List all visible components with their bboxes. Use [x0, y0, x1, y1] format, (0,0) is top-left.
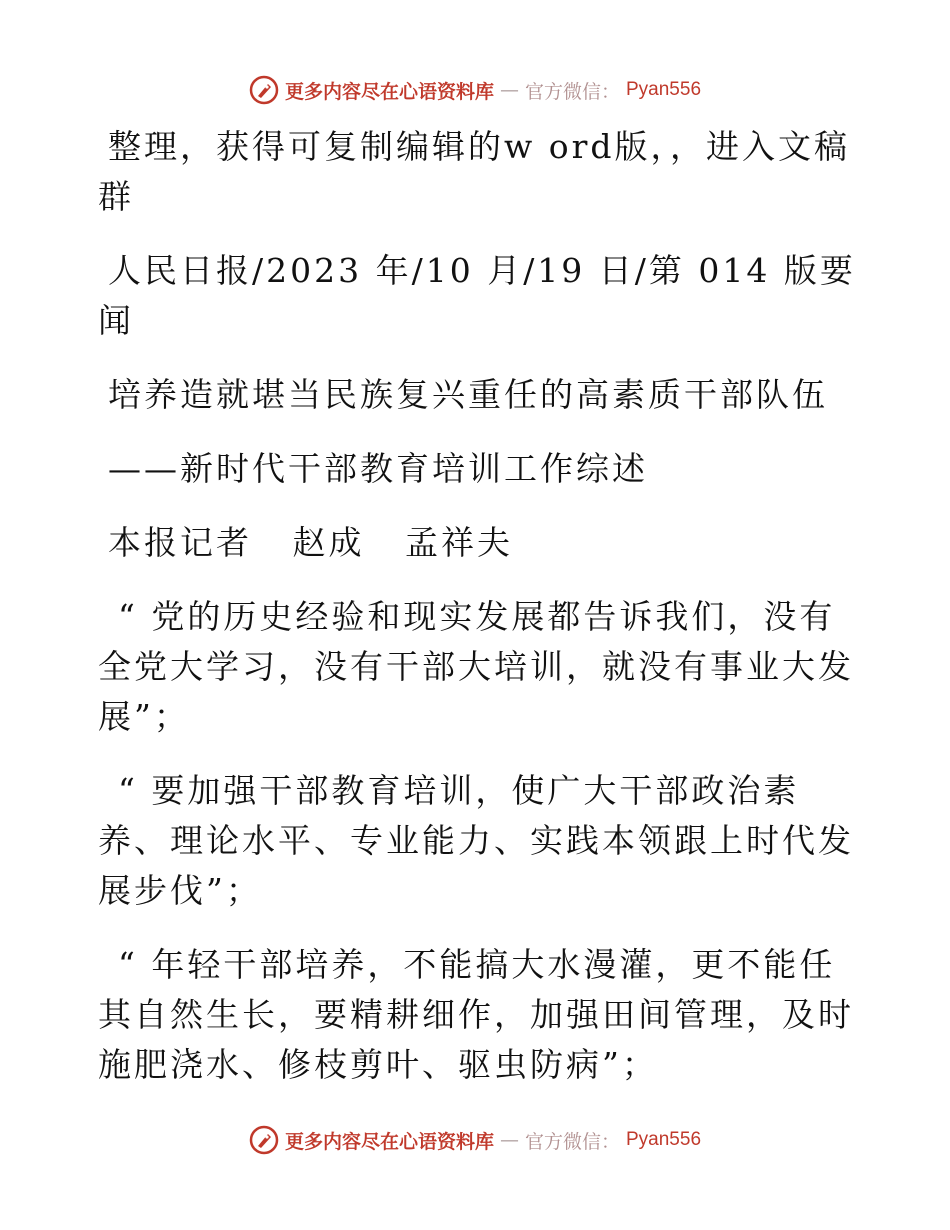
intro-note: 整理，获得可复制编辑的w ord版，，进入文稿群 [98, 127, 851, 216]
article-subtitle: ——新时代干部教育培训工作综述 [108, 449, 648, 488]
byline: 本报记者 赵成 孟祥夫 [108, 523, 513, 562]
source-line: 人民日报/2023 年/10 月/19 日/第 014 版要闻 [98, 251, 856, 340]
watermark-text: 更多内容尽在心语资料库 [284, 80, 494, 103]
quote-paragraph-2: “ 要加强干部教育培训，使广大干部政治素养、理论水平、专业能力、实践本领跟上时代发展步伐”； [98, 771, 854, 910]
watermark-dash: — [499, 79, 519, 101]
quote-paragraph-1: “ 党的历史经验和现实发展都告诉我们，没有全党大学习，没有干部大培训，就没有事业大发展”； [98, 597, 854, 736]
article-title: 培养造就堪当民族复兴重任的高素质干部队伍 [108, 375, 828, 414]
document-body [98, 122, 858, 1090]
pen-nib-logo-icon [249, 1125, 279, 1155]
watermark-wechat-label: 官方微信： [524, 80, 620, 103]
watermark-wechat-id: Pyan556 [626, 79, 702, 100]
watermark-wechat-id: Pyan556 [626, 1129, 702, 1150]
watermark-text: 更多内容尽在心语资料库 [284, 1130, 494, 1153]
watermark-header [0, 70, 950, 110]
pen-nib-logo-icon [249, 75, 279, 105]
quote-paragraph-3: “ 年轻干部培养，不能搞大水漫灌，更不能任其自然生长，要精耕细作，加强田间管理，及时施肥浇水、修枝剪叶、驱虫防病”； [98, 945, 854, 1084]
watermark-dash: — [499, 1129, 519, 1151]
watermark-footer [0, 1120, 950, 1160]
watermark-wechat-label: 官方微信： [524, 1130, 620, 1153]
